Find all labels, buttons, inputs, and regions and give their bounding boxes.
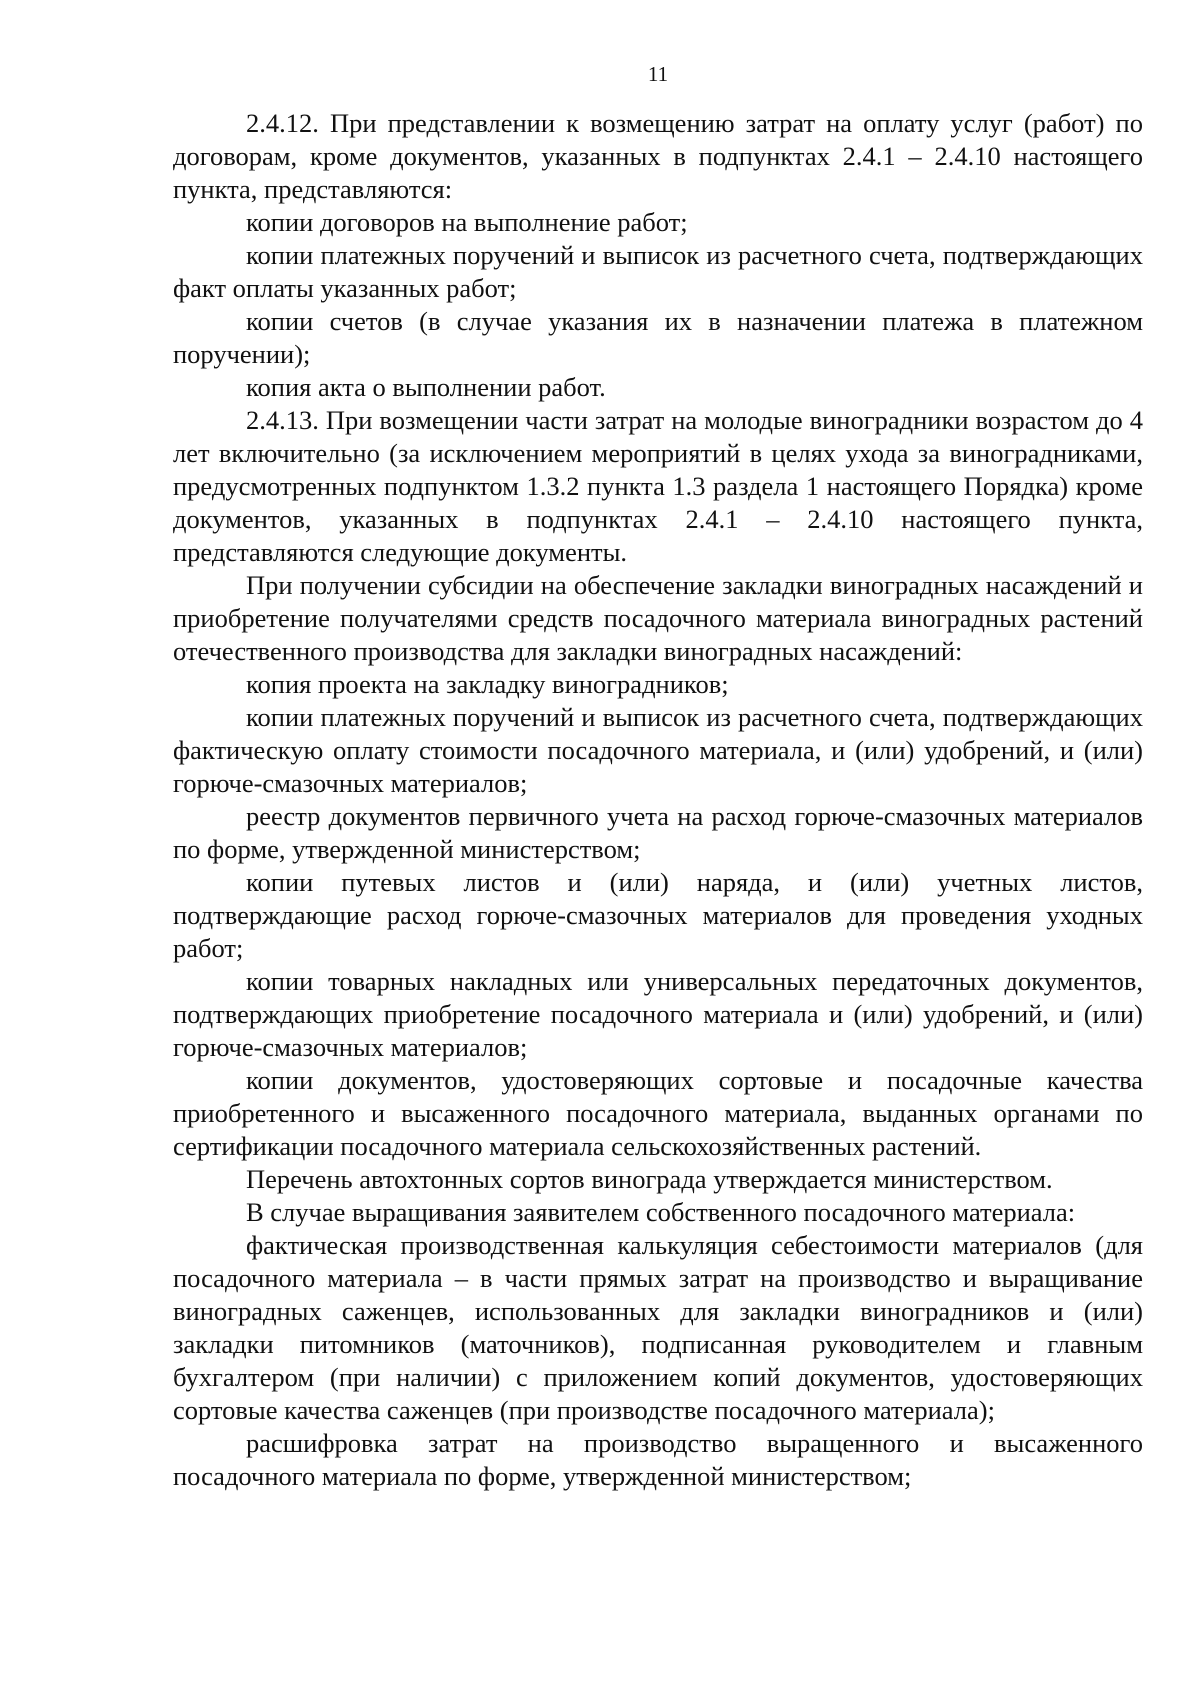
page-number: 11	[647, 62, 669, 86]
paragraph-certificates: копии документов, удостоверяющих сортовые и посадочные качества приобретенного и высаженного посадочного материала, выданных органами по сертификации посадочного материала сельскохозяйственных растений.	[173, 1065, 1143, 1161]
paragraph-work-act: копия акта о выполнении работ.	[246, 372, 606, 402]
paragraph-cost-calculation: фактическая производственная калькуляция себестоимости материалов (для посадочного материала – в части прямых затрат на производство и выращивание виноградных саженцев, использованных для закладки виноградников и (или) закладки питомников (маточников), подписанная руководителем и главным бухгалтером (при наличии) с приложением копий документов, удостоверяющих сортовые качества саженцев (при производстве посадочного материала);	[173, 1230, 1143, 1425]
paragraph-subsidy-planting: При получении субсидии на обеспечение закладки виноградных насаждений и приобретение получателями средств посадочного материала виноградных растений отечественного производства для закладки виноградных насаждений:	[173, 570, 1143, 666]
paragraph-fuel-register: реестр документов первичного учета на расход горюче-смазочных материалов по форме, утвержденной министерством;	[173, 801, 1143, 864]
paragraph-project-copy: копия проекта на закладку виноградников;	[246, 669, 729, 699]
paragraph-payment-orders-2: копии платежных поручений и выписок из расчетного счета, подтверждающих фактическую оплату стоимости посадочного материала, и (или) удобрений, и (или) горюче-смазочных материалов;	[173, 702, 1143, 798]
paragraph-invoice-copies: копии счетов (в случае указания их в назначении платежа в платежном поручении);	[173, 306, 1143, 369]
paragraph-consignment-notes: копии товарных накладных или универсальных передаточных документов, подтверждающих приобретение посадочного материала и (или) удобрений, и (или) горюче-смазочных материалов;	[173, 966, 1143, 1062]
document-page	[173, 62, 1143, 1493]
paragraph-contract-copies: копии договоров на выполнение работ;	[246, 207, 688, 237]
paragraph-2-4-13: 2.4.13. При возмещении части затрат на молодые виноградники возрастом до 4 лет включительно (за исключением мероприятий в целях ухода за виноградниками, предусмотренных подпунктом 1.3.2 пункта 1.3 раздела 1 настоящего Порядка) кроме документов, указанных в подпунктах 2.4.1 – 2.4.10 настоящего пункта, представляются следующие документы.	[173, 405, 1143, 567]
paragraph-cost-breakdown: расшифровка затрат на производство выращенного и высаженного посадочного материала по форме, утвержденной министерством;	[173, 1428, 1143, 1491]
paragraph-autochthonous-varieties: Перечень автохтонных сортов винограда утверждается министерством.	[246, 1164, 1053, 1194]
paragraph-own-material: В случае выращивания заявителем собственного посадочного материала:	[246, 1197, 1076, 1227]
paragraph-2-4-12: 2.4.12. При представлении к возмещению затрат на оплату услуг (работ) по договорам, кроме документов, указанных в подпунктах 2.4.1 – 2.4.10 настоящего пункта, представляются:	[173, 108, 1143, 204]
paragraph-waybills: копии путевых листов и (или) наряда, и (или) учетных листов, подтверждающие расход горюче-смазочных материалов для проведения уходных работ;	[173, 867, 1143, 963]
paragraph-payment-orders: копии платежных поручений и выписок из расчетного счета, подтверждающих факт оплаты указанных работ;	[173, 240, 1143, 303]
